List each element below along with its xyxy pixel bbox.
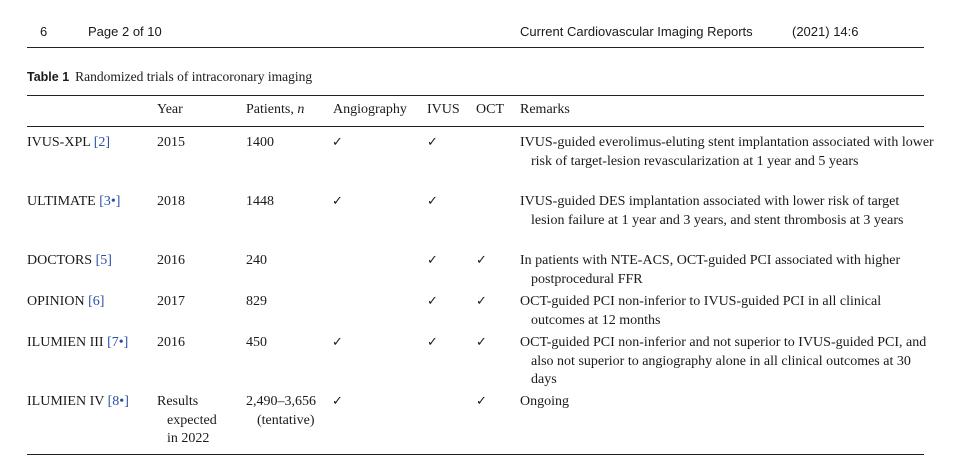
table-caption-text: Randomized trials of intracoronary imaging xyxy=(75,69,313,84)
page-of: Page 2 of 10 xyxy=(88,24,162,39)
oct-check-icon: ✓ xyxy=(476,335,487,350)
trials-table xyxy=(27,95,934,455)
ivus-check-icon: ✓ xyxy=(427,335,438,350)
trial-remarks: OCT-guided PCI non-inferior to IVUS-guided PCI in all clinical outcomes at 12 months xyxy=(520,294,882,328)
trial-name: OPINION [6] xyxy=(27,294,105,309)
header-oct: OCT xyxy=(476,102,504,117)
trial-patients: 240 xyxy=(246,253,267,268)
angiography-check-icon: ✓ xyxy=(332,335,343,350)
trial-patients: 829 xyxy=(246,294,267,309)
year-line: in 2022 xyxy=(167,431,210,446)
trial-year: 2015 xyxy=(157,135,185,150)
ivus-check-icon: ✓ xyxy=(427,194,438,209)
trial-remarks: In patients with NTE-ACS, OCT-guided PCI associated with higher postprocedural FFR xyxy=(520,253,901,287)
ivus-check-icon: ✓ xyxy=(427,253,438,268)
citation: (2021) 14:6 xyxy=(792,24,859,39)
running-header xyxy=(27,0,924,48)
oct-check-icon: ✓ xyxy=(476,394,487,409)
ivus-check-icon: ✓ xyxy=(427,135,438,150)
trial-remarks: Ongoing xyxy=(520,394,569,409)
reference-link[interactable]: [5] xyxy=(95,253,112,268)
year-line: expected xyxy=(167,412,217,428)
trial-year: 2018 xyxy=(157,194,185,209)
oct-check-icon: ✓ xyxy=(476,294,487,309)
reference-link[interactable]: [7•] xyxy=(107,335,129,350)
angiography-check-icon: ✓ xyxy=(332,135,343,150)
patients-line: 2,490–3,656 xyxy=(246,394,316,409)
reference-link[interactable]: [3•] xyxy=(99,194,121,209)
angiography-check-icon: ✓ xyxy=(332,194,343,209)
header-rule xyxy=(27,126,924,127)
trial-name: DOCTORS [5] xyxy=(27,253,112,268)
trial-name: IVUS-XPL [2] xyxy=(27,135,111,150)
reference-link[interactable]: [2] xyxy=(93,135,111,150)
trial-name: ULTIMATE [3•] xyxy=(27,194,121,209)
trial-remarks: IVUS-guided DES implantation associated with lower risk of target lesion failure at 1 year and 3 years, and stent thrombosis at 3 years xyxy=(520,194,904,228)
angiography-check-icon: ✓ xyxy=(332,394,343,409)
trial-name: ILUMIEN IV [8•] xyxy=(27,394,129,409)
trial-patients: 450 xyxy=(246,335,267,350)
trial-name: ILUMIEN III [7•] xyxy=(27,335,129,350)
header-remarks: Remarks xyxy=(520,102,570,117)
reference-link[interactable]: [8•] xyxy=(107,394,129,409)
trial-patients: 1400 xyxy=(246,135,274,150)
oct-check-icon: ✓ xyxy=(476,253,487,268)
trial-year: 2017 xyxy=(157,294,185,309)
header-angiography: Angiography xyxy=(333,102,407,117)
year-line: Results xyxy=(157,394,199,409)
reference-link[interactable]: [6] xyxy=(88,294,105,309)
patients-line: (tentative) xyxy=(257,412,315,428)
trial-remarks: OCT-guided PCI non-inferior and not superior to IVUS-guided PCI, and also not superior to angiography alone in all clinical outcomes at 30 days xyxy=(520,335,927,387)
ivus-check-icon: ✓ xyxy=(427,294,438,309)
trial-patients: 1448 xyxy=(246,194,274,209)
trial-year: 2016 xyxy=(157,253,185,268)
trial-remarks: IVUS-guided everolimus-eluting stent implantation associated with lower risk of target-lesion revascularization at 1 year and 5 years xyxy=(520,135,934,169)
journal-title: Current Cardiovascular Imaging Reports xyxy=(520,24,753,39)
header-ivus: IVUS xyxy=(427,102,460,117)
trial-year: 2016 xyxy=(157,335,185,350)
header-patients xyxy=(246,101,304,120)
page-number: 6 xyxy=(40,24,48,39)
table-label: Table 1 xyxy=(27,70,70,84)
header-year: Year xyxy=(157,102,183,117)
trial-year xyxy=(157,393,217,449)
table-caption xyxy=(27,69,312,85)
header-patients-label: Patients, xyxy=(246,102,298,117)
trial-patients xyxy=(246,393,316,430)
header-patients-n: n xyxy=(297,102,305,117)
